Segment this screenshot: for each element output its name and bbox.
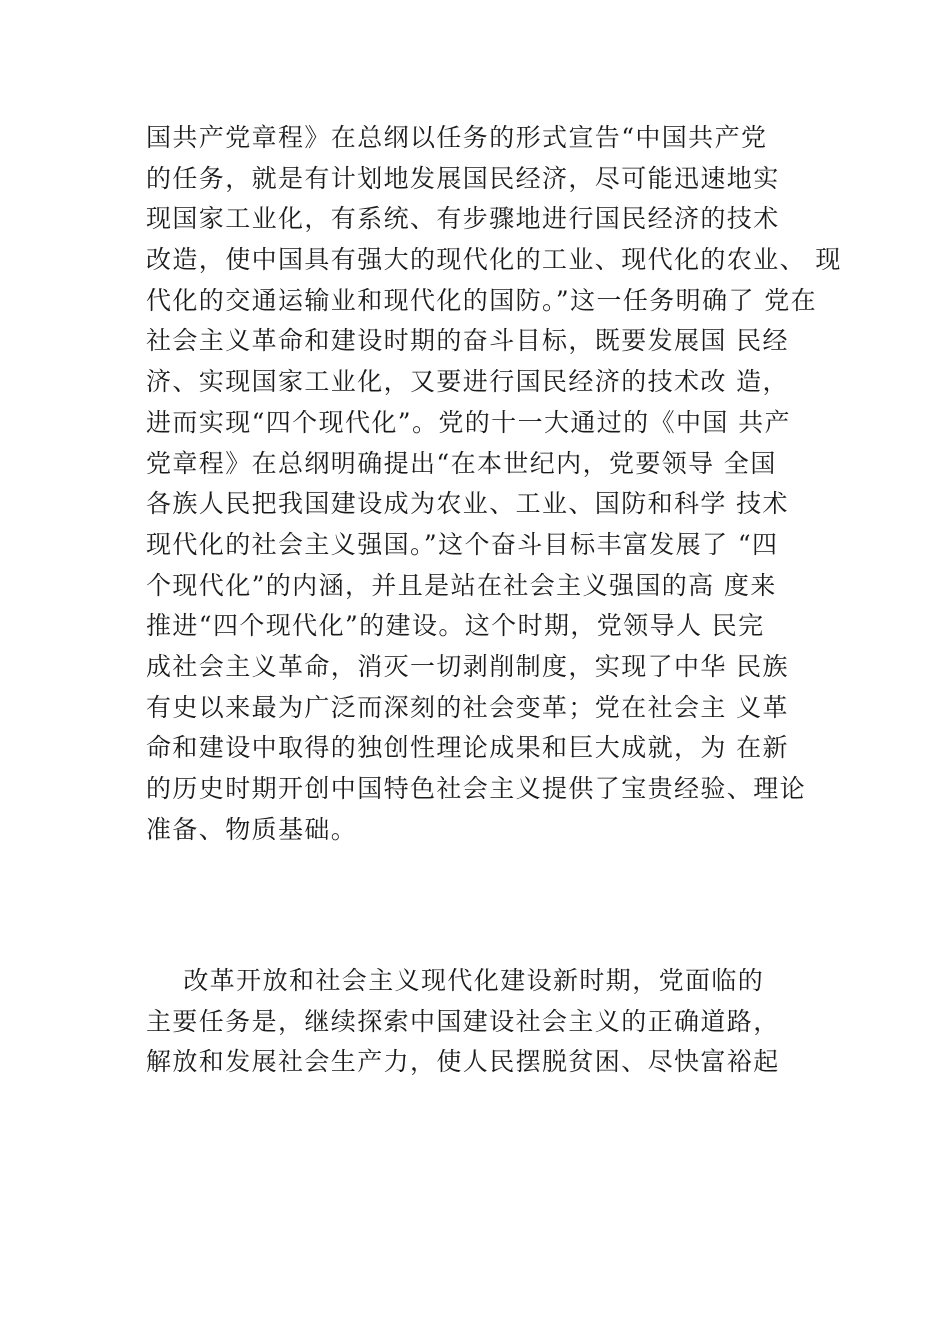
text-line: 国共产党章程》在总纲以任务的形式宣告“中国共产党 [146, 123, 768, 152]
text-line: 准备、物质基础。 [146, 814, 358, 844]
text-line: 命和建设中取得的独创性理论成果和巨大成就，为 在新 [146, 733, 789, 763]
paragraph-1 [146, 118, 846, 850]
paragraph-2 [146, 961, 846, 1083]
text-line: 济、实现国家工业化，又要进行国民经济的技术改 造， [146, 367, 789, 397]
text-line: 现代化的社会主义强国。”这个奋斗目标丰富发展了 “四 [146, 529, 779, 559]
text-line: 的历史时期开创中国特色社会主义提供了宝贵经验、理论 [146, 774, 807, 803]
text-line: 各族人民把我国建设成为农业、工业、国防和科学 技术 [146, 489, 789, 519]
text-line: 社会主义革命和建设时期的奋斗目标，既要发展国 民经 [146, 326, 789, 356]
text-line: 个现代化”的内涵，并且是站在社会主义强国的高 度来 [146, 570, 777, 600]
text-line: 现国家工业化，有系统、有步骤地进行国民经济的技术 [146, 204, 780, 234]
text-line: 主要任务是，继续探索中国建设社会主义的正确道路， [146, 1006, 780, 1036]
text-line: 党章程》在总纲明确提出“在本世纪内，党要领导 全国 [146, 448, 777, 478]
text-line: 改造，使中国具有强大的现代化的工业、现代化的农业、 现 [146, 245, 842, 275]
text-line: 有史以来最为广泛而深刻的社会变革；党在社会主 义革 [146, 692, 789, 722]
text-line: 改革开放和社会主义现代化建设新时期，党面临的 [146, 966, 765, 995]
text-line: 推进“四个现代化”的建设。这个时期，党领导人 民完 [146, 611, 765, 641]
text-line: 代化的交通运输业和现代化的国防。”这一任务明确了 党在 [146, 285, 818, 315]
text-line: 的任务，就是有计划地发展国民经济，尽可能迅速地实 [146, 163, 780, 193]
text-line: 解放和发展社会生产力，使人民摆脱贫困、尽快富裕起 [146, 1047, 780, 1077]
text-line: 成社会主义革命，消灭一切剥削制度，实现了中华 民族 [146, 651, 789, 681]
text-line: 进而实现“四个现代化”。党的十一大通过的《中国 共产 [146, 407, 791, 437]
